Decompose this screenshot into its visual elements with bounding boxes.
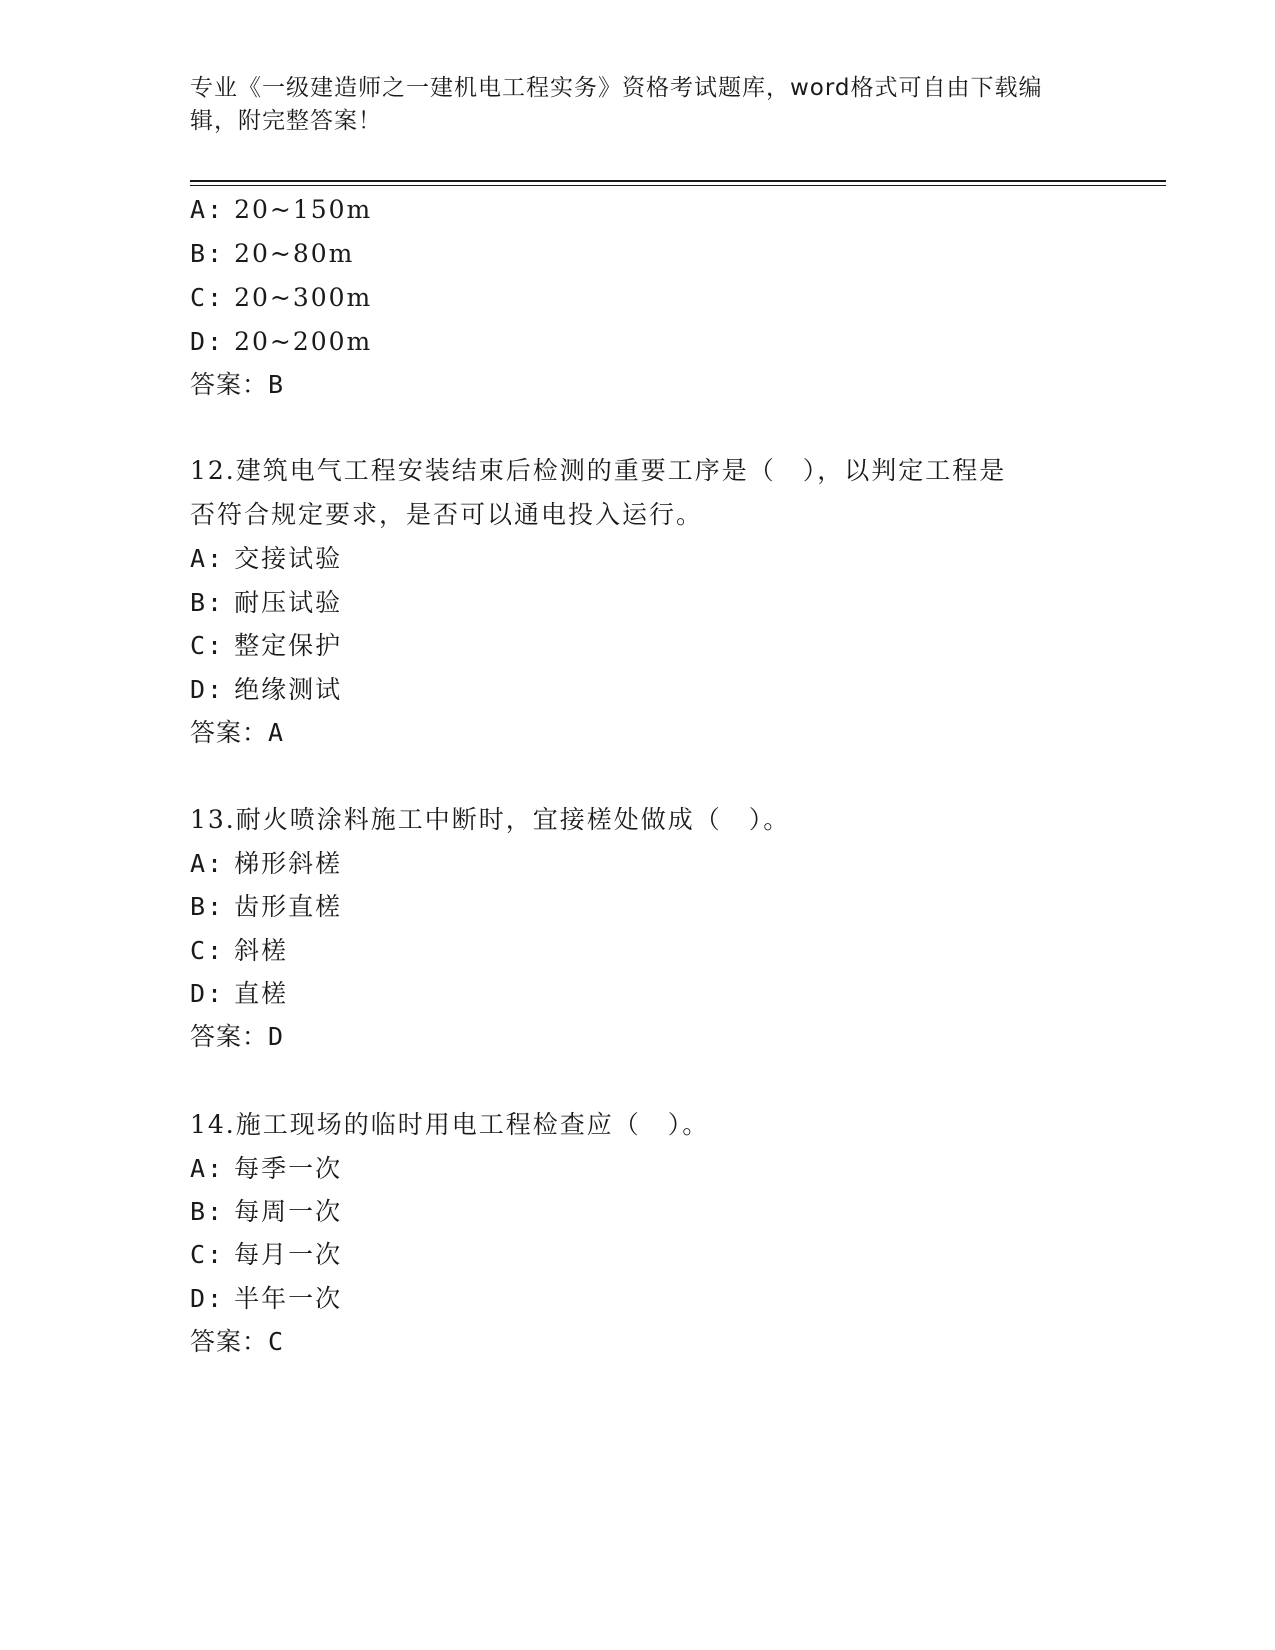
q11-option-a: A: 20~150m xyxy=(190,195,373,224)
q13-stem-line-1: 13.耐火喷涂料施工中断时，宜接槎处做成（ ）。 xyxy=(190,805,791,834)
q12-stem-line-1: 12.建筑电气工程安装结束后检测的重要工序是（ ），以判定工程是 xyxy=(190,456,1007,485)
q14-option-b: B: 每周一次 xyxy=(190,1197,343,1226)
q14-option-c: C: 每月一次 xyxy=(190,1240,343,1269)
q11-answer: 答案：B xyxy=(190,370,285,399)
q11-option-c: C: 20~300m xyxy=(190,283,373,312)
q14-option-a: A: 每季一次 xyxy=(190,1154,343,1183)
q14-answer: 答案：C xyxy=(190,1327,285,1356)
q12-answer: 答案：A xyxy=(190,718,285,747)
header-divider-thick xyxy=(190,180,1166,182)
document-header xyxy=(190,72,1090,138)
header-line-1: 专业《一级建造师之一建机电工程实务》资格考试题库，word格式可自由下载编 xyxy=(190,75,1043,101)
q12-option-d: D: 绝缘测试 xyxy=(190,675,343,704)
q13-option-d: D: 直槎 xyxy=(190,979,289,1008)
q11-option-b: B: 20~80m xyxy=(190,239,355,268)
q13-option-b: B: 齿形直槎 xyxy=(190,892,343,921)
q12-option-c: C: 整定保护 xyxy=(190,631,343,660)
q13-option-c: C: 斜槎 xyxy=(190,936,289,965)
q12-option-a: A: 交接试验 xyxy=(190,544,343,573)
q13-option-a: A: 梯形斜槎 xyxy=(190,849,343,878)
header-line-2: 辑，附完整答案！ xyxy=(190,108,382,134)
header-divider-thin xyxy=(190,185,1166,186)
q12-option-b: B: 耐压试验 xyxy=(190,588,343,617)
q14-option-d: D: 半年一次 xyxy=(190,1284,343,1313)
q13-answer: 答案：D xyxy=(190,1022,285,1051)
q14-stem-line-1: 14.施工现场的临时用电工程检查应（ ）。 xyxy=(190,1110,710,1139)
q12-stem-line-2: 否符合规定要求，是否可以通电投入运行。 xyxy=(190,500,704,529)
q11-option-d: D: 20~200m xyxy=(190,327,373,356)
